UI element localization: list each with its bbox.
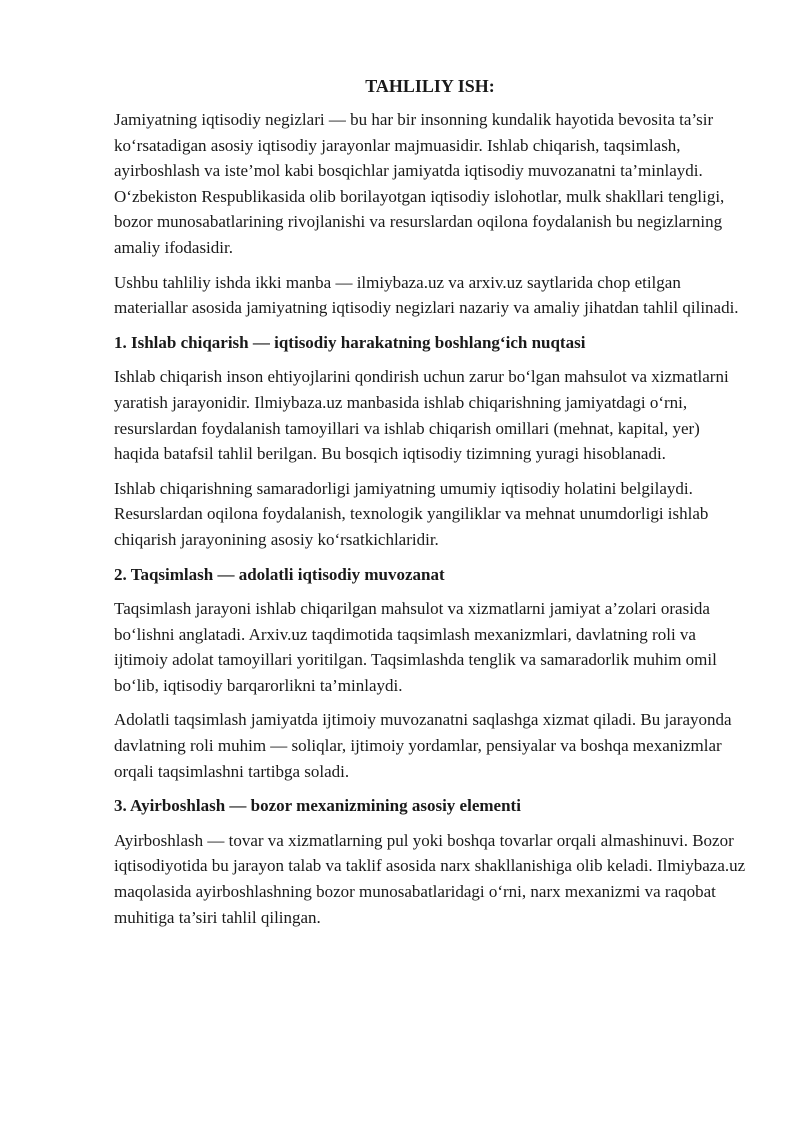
section-paragraph: Ishlab chiqarish inson ehtiyojlarini qondirish uchun zarur bo‘lgan mahsulot va xizmatlarni yaratish jarayonidir. Ilmiybaza.uz manbasida ishlab chiqarishning jamiyatdagi o‘rni, resurslardan foydalanish tamoyillari va ishlab chiqarish omillari (mehnat, kapital, yer) haqida batafsil tahlil berilgan. Bu bosqich iqtisodiy tizimning yuragi hisoblanadi. [114, 367, 729, 464]
section-paragraph: Ayirboshlash — tovar va xizmatlarning pul yoki boshqa tovarlar orqali almashinuvi. Bozor iqtisodiyotida bu jarayon talab va taklif asosida narx shakllanishiga olib keladi. Ilmiybaza.uz maqolasida ayirboshlashning bozor munosabatlaridagi o‘rni, narx mexanizmi va raqobat muhitiga ta’siri tahlil qilingan. [114, 830, 746, 927]
section-heading: 2. Taqsimlash — adolatli iqtisodiy muvozanat [114, 564, 445, 584]
section-exchange [114, 793, 746, 930]
section-distribution [114, 562, 746, 785]
section-heading: 1. Ishlab chiqarish — iqtisodiy harakatning boshlang‘ich nuqtasi [114, 332, 586, 352]
section-paragraph: Ishlab chiqarishning samaradorligi jamiyatning umumiy iqtisodiy holatini belgilaydi. Resurslardan oqilona foydalanish, texnologik yangiliklar va mehnat unumdorligi ishlab chiqarish jarayonining asosiy ko‘rsatkichlaridir. [114, 478, 709, 549]
section-heading: 3. Ayirboshlash — bozor mexanizmining asosiy elementi [114, 796, 521, 816]
section-paragraph: Adolatli taqsimlash jamiyatda ijtimoiy muvozanatni saqlashga xizmat qiladi. Bu jarayonda davlatning roli muhim — soliqlar, ijtimoiy yordamlar, pensiyalar va boshqa mexanizmlar orqali taqsimlashni tartibga soladi. [114, 710, 732, 781]
section-paragraph: Taqsimlash jarayoni ishlab chiqarilgan mahsulot va xizmatlarni jamiyat a’zolari orasida bo‘lishni anglatadi. Arxiv.uz taqdimotida taqsimlash mexanizmlari, davlatning roli va ijtimoiy adolat tamoyillari yoritilgan. Taqsimlashda tenglik va samaradorlik muhim omil bo‘lib, iqtisodiy barqarorlikni ta’minlaydi. [114, 599, 717, 695]
document-page [114, 73, 746, 939]
intro-paragraph: Jamiyatning iqtisodiy negizlari — bu har bir insonning kundalik hayotida bevosita ta’sir ko‘rsatadigan asosiy iqtisodiy jarayonlar majmuasidir. Ishlab chiqarish, taqsimlash, ayirboshlash va iste’mol kabi bosqichlar jamiyatda iqtisodiy muvozanatni ta’minlaydi. O‘zbekiston Respublikasida olib borilayotgan iqtisodiy islohotlar, mulk shakllari tengligi, bozor munosabatlarining rivojlanishi va resurslardan oqilona foydalanish bu negizlarning amaliy ifodasidir. [114, 110, 725, 257]
intro-paragraph: Ushbu tahliliy ishda ikki manba — ilmiybaza.uz va arxiv.uz saytlarida chop etilgan materiallar asosida jamiyatning iqtisodiy negizlari nazariy va amaliy jihatdan tahlil qilinadi. [114, 272, 739, 318]
document-title: TAHLILIY ISH: [365, 76, 495, 96]
section-production [114, 330, 746, 553]
